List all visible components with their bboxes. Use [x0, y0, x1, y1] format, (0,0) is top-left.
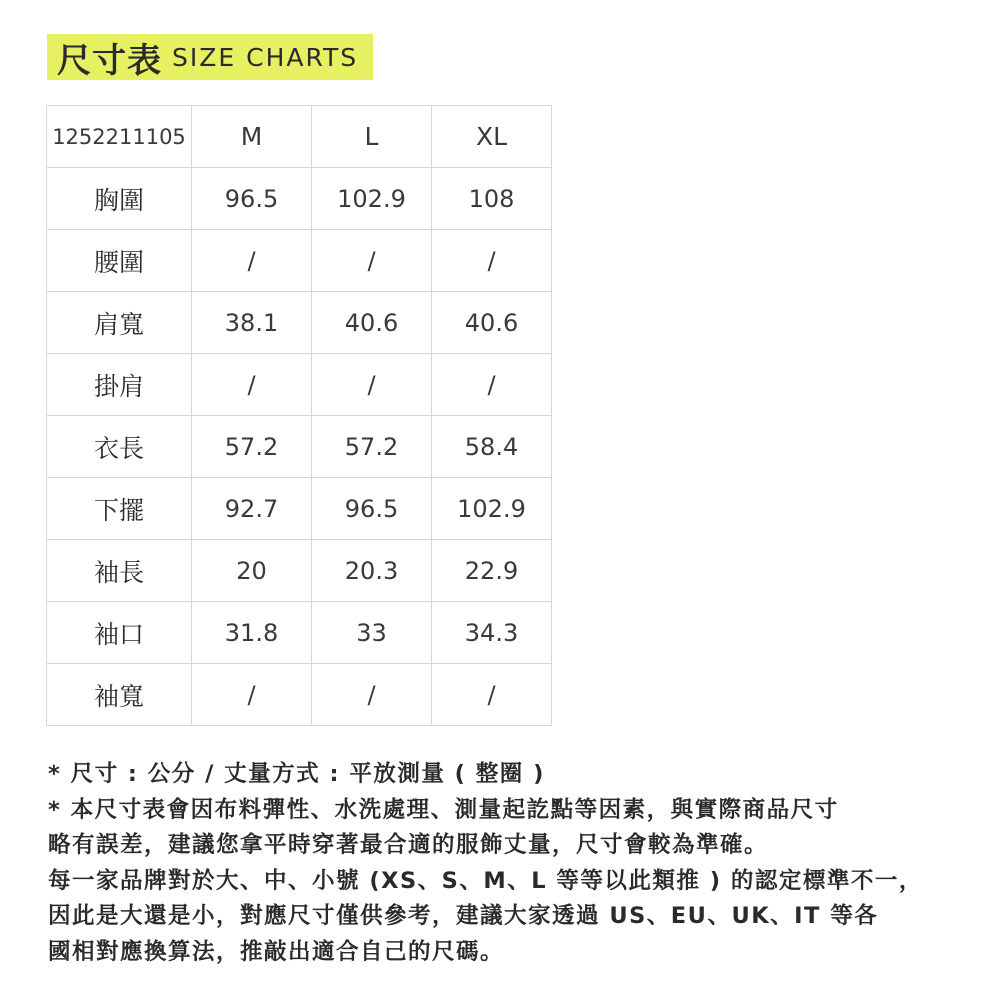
row-label: 袖長 [47, 540, 192, 602]
table-header-row [47, 106, 552, 168]
table-cell: / [192, 230, 312, 292]
table-cell: / [192, 664, 312, 726]
table-cell: 57.2 [312, 416, 432, 478]
size-header: XL [432, 106, 552, 168]
table-cell: / [192, 354, 312, 416]
table-cell: 102.9 [312, 168, 432, 230]
row-label: 袖寬 [47, 664, 192, 726]
table-cell: 102.9 [432, 478, 552, 540]
table-row [47, 168, 552, 230]
row-label: 掛肩 [47, 354, 192, 416]
table-row [47, 416, 552, 478]
table-cell: 40.6 [432, 292, 552, 354]
note-line: 每一家品牌對於大、中、小號 (XS、S、M、L 等等以此類推 ) 的認定標準不一， [48, 867, 923, 894]
title-chinese: 尺寸表 [57, 40, 162, 81]
table-cell: 22.9 [432, 540, 552, 602]
note-line: 國相對應換算法，推敲出適合自己的尺碼。 [48, 938, 505, 965]
table-row [47, 354, 552, 416]
table-cell: 31.8 [192, 602, 312, 664]
table-row [47, 292, 552, 354]
table-cell: / [312, 664, 432, 726]
table-row [47, 478, 552, 540]
size-chart-table [46, 105, 552, 726]
size-header: L [312, 106, 432, 168]
row-label: 衣長 [47, 416, 192, 478]
table-cell: 57.2 [192, 416, 312, 478]
table-cell: 33 [312, 602, 432, 664]
table-row [47, 602, 552, 664]
table-cell: 38.1 [192, 292, 312, 354]
row-label: 袖口 [47, 602, 192, 664]
row-label: 胸圍 [47, 168, 192, 230]
note-line: 因此是大還是小，對應尺寸僅供參考，建議大家透過 US、EU、UK、IT 等各 [48, 903, 879, 930]
table-cell: 34.3 [432, 602, 552, 664]
note-line: * 尺寸 : 公分 / 丈量方式 : 平放測量 ( 整圈 ) [48, 761, 545, 787]
table-cell: / [312, 230, 432, 292]
table-cell: / [312, 354, 432, 416]
model-number: 1252211105 [47, 106, 192, 168]
row-label: 腰圍 [47, 230, 192, 292]
table-cell: / [432, 354, 552, 416]
size-header: M [192, 106, 312, 168]
note-line: 略有誤差，建議您拿平時穿著最合適的服飾丈量，尺寸會較為準確。 [48, 832, 769, 859]
table-cell: 96.5 [192, 168, 312, 230]
table-cell: 58.4 [432, 416, 552, 478]
table-cell: 20.3 [312, 540, 432, 602]
table-cell: 92.7 [192, 478, 312, 540]
table-cell: / [432, 230, 552, 292]
table-cell: / [432, 664, 552, 726]
row-label: 下擺 [47, 478, 192, 540]
title-banner [47, 34, 373, 80]
table-row [47, 540, 552, 602]
table-row [47, 230, 552, 292]
table-cell: 108 [432, 168, 552, 230]
note-line: * 本尺寸表會因布料彈性、水洗處理、測量起訖點等因素，與實際商品尺寸 [48, 796, 839, 823]
size-notes [48, 757, 968, 971]
table-cell: 20 [192, 540, 312, 602]
table-row [47, 664, 552, 726]
title-english: SIZE CHARTS [172, 42, 359, 72]
table-cell: 96.5 [312, 478, 432, 540]
row-label: 肩寬 [47, 292, 192, 354]
table-cell: 40.6 [312, 292, 432, 354]
